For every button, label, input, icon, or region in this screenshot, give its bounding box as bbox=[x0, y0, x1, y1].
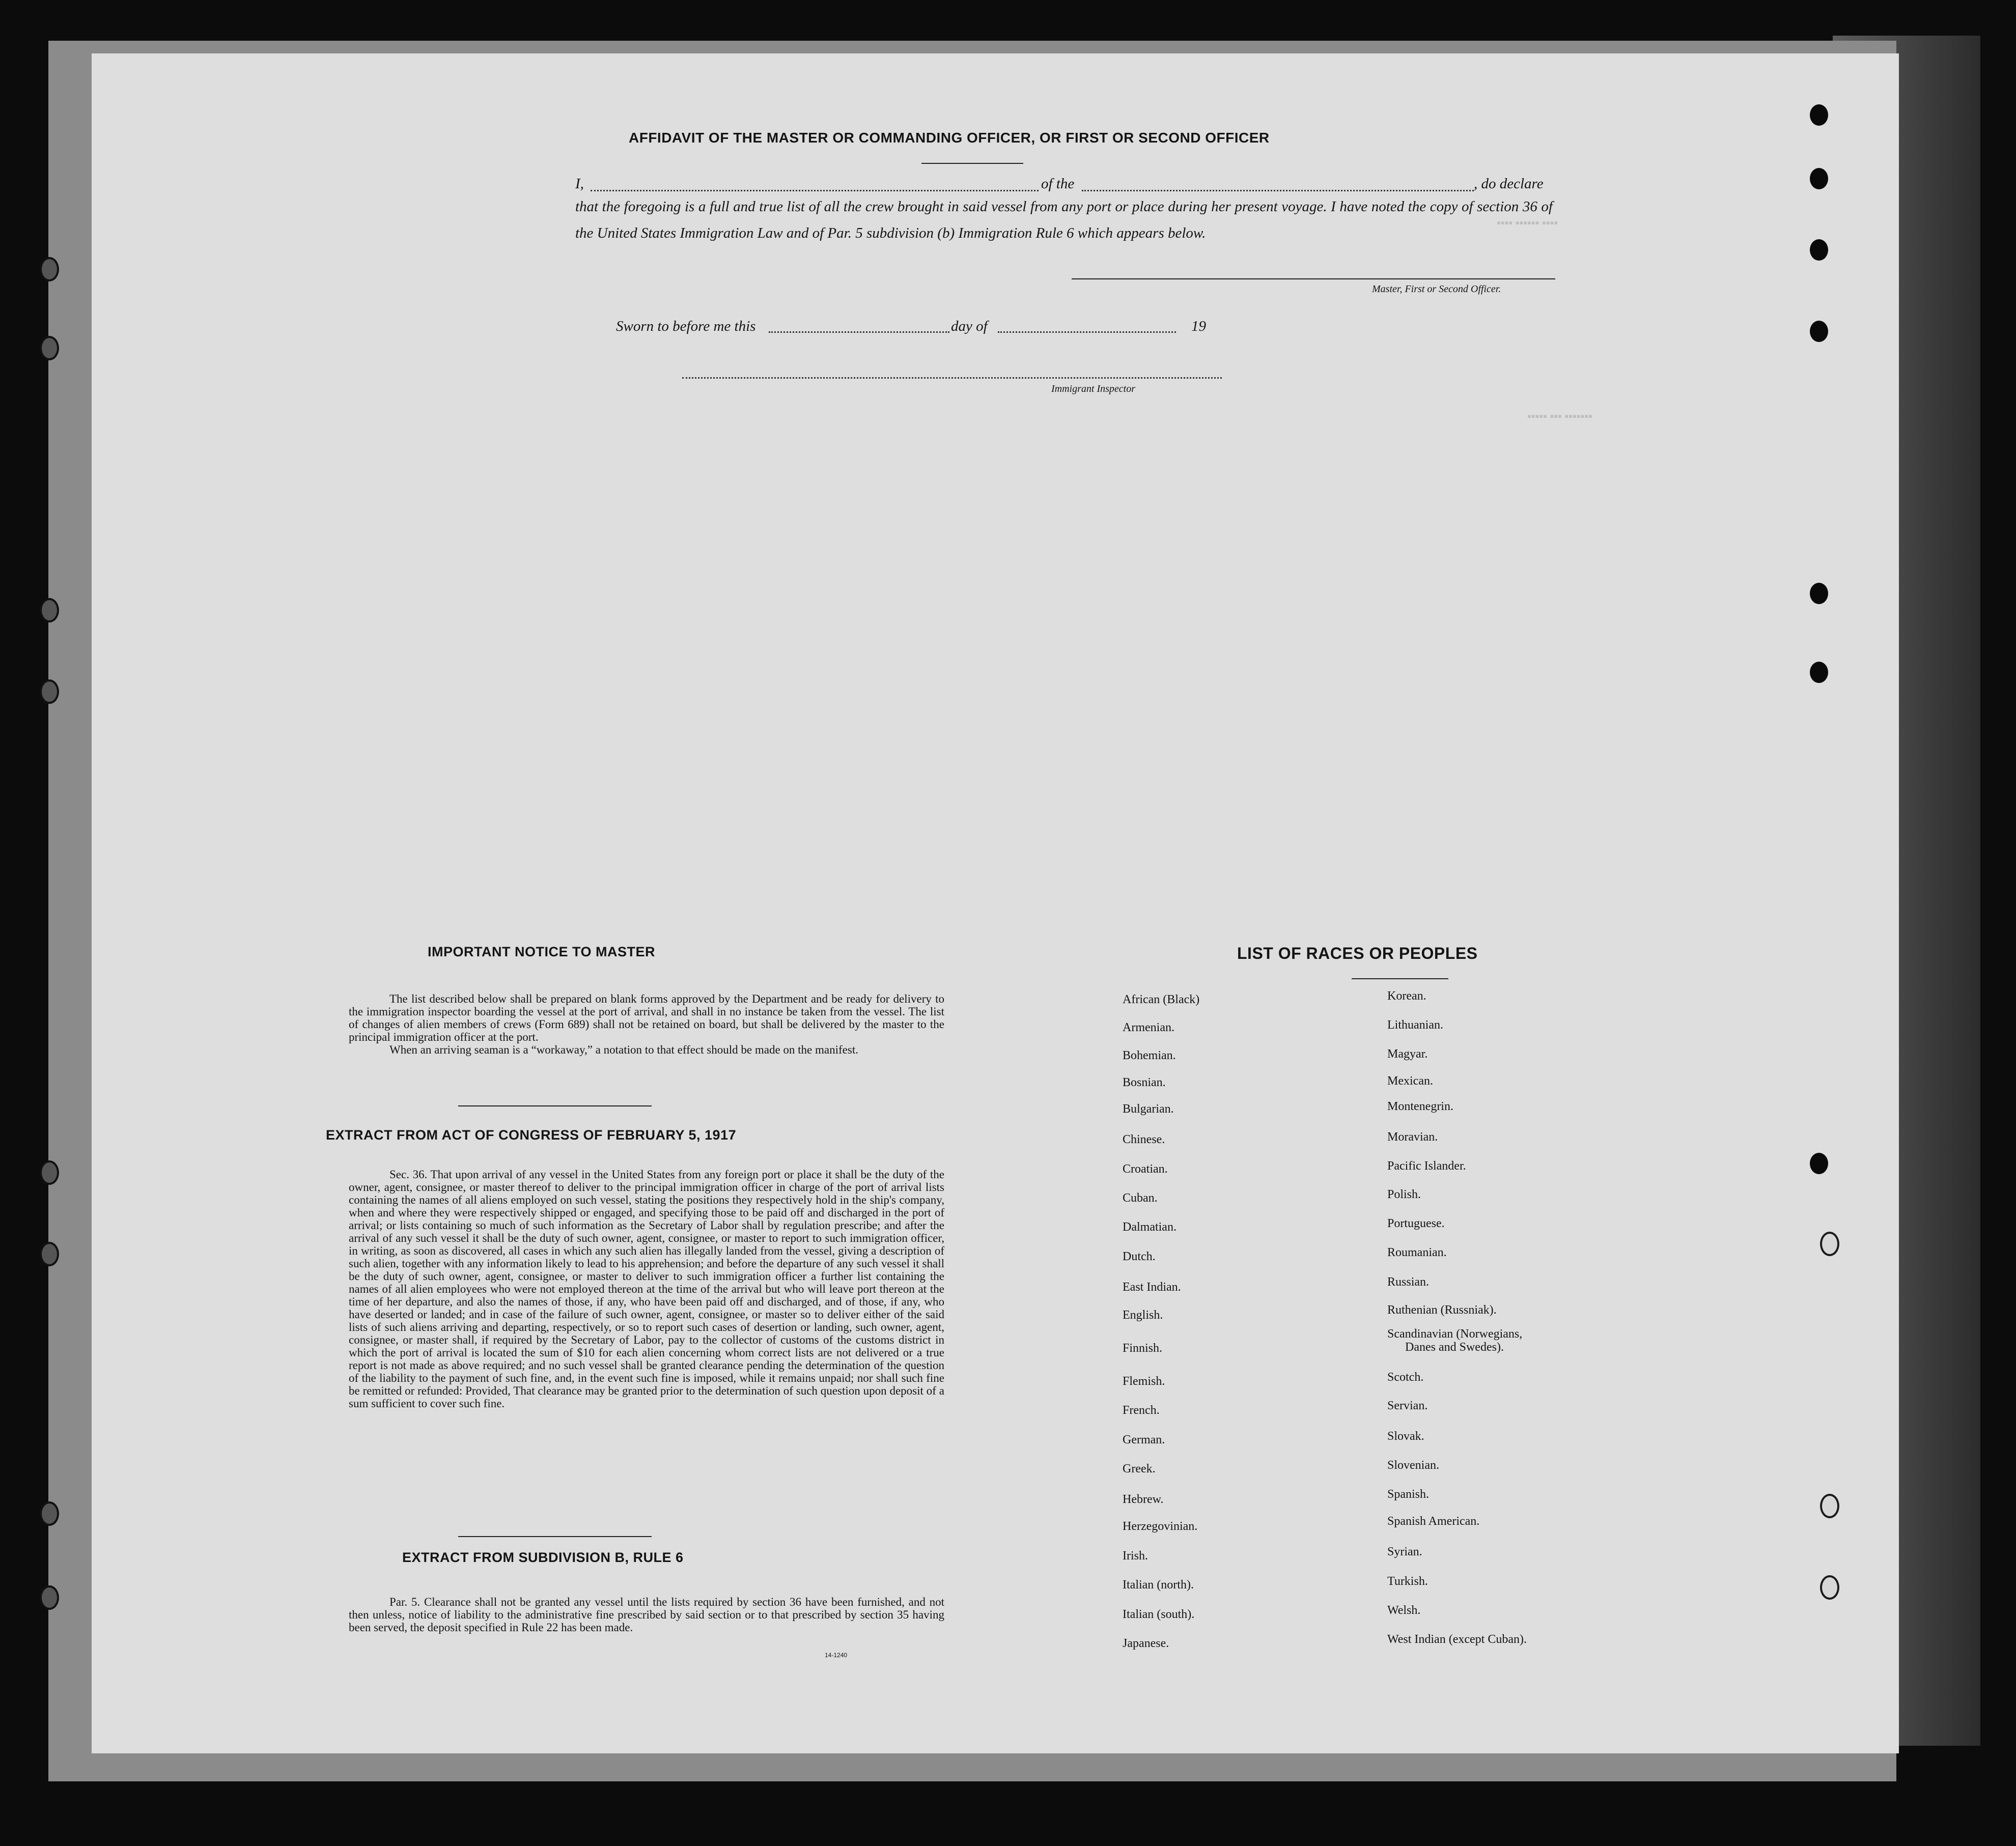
race-item: Armenian. bbox=[1123, 1021, 1174, 1034]
races-title: LIST OF RACES OR PEOPLES bbox=[1237, 944, 1478, 962]
rule6-text bbox=[349, 1596, 944, 1634]
race-item: Moravian. bbox=[1387, 1130, 1438, 1144]
race-item: Hebrew. bbox=[1123, 1493, 1164, 1506]
race-item: Dalmatian. bbox=[1123, 1220, 1177, 1234]
punch-hole bbox=[1810, 662, 1828, 683]
affidavit-title: AFFIDAVIT OF THE MASTER OR COMMANDING OFFICER, OR FIRST OR SECOND OFFICER bbox=[629, 130, 1270, 146]
notice-title: IMPORTANT NOTICE TO MASTER bbox=[428, 944, 655, 959]
race-item: Pacific Islander. bbox=[1387, 1159, 1466, 1173]
race-item: Cuban. bbox=[1123, 1191, 1158, 1205]
year-prefix: 19 bbox=[1191, 318, 1206, 334]
race-item: Spanish. bbox=[1387, 1488, 1430, 1501]
section-rule bbox=[458, 1105, 652, 1106]
vessel-name-line[interactable] bbox=[1082, 190, 1474, 191]
race-item: Bosnian. bbox=[1123, 1076, 1166, 1089]
declarant-prefix: I, bbox=[575, 176, 584, 192]
race-item: Portuguese. bbox=[1387, 1217, 1445, 1230]
races-title-rule bbox=[1352, 978, 1448, 979]
bleed-through-text: ▪▪▪▪▪ ▪▪▪ ▪▪▪▪▪▪▪ bbox=[1527, 410, 1592, 422]
punch-hole bbox=[1810, 583, 1828, 604]
vessel-prefix: of the bbox=[1041, 176, 1075, 192]
race-item: East Indian. bbox=[1123, 1281, 1181, 1294]
section-36-text bbox=[349, 1168, 944, 1410]
race-item: Scandinavian (Norwegians, bbox=[1387, 1327, 1523, 1341]
sworn-text: Sworn to before me this bbox=[616, 318, 756, 334]
punch-hole bbox=[1820, 1575, 1839, 1600]
declare-text: , do declare bbox=[1474, 176, 1544, 192]
race-item: Italian (north). bbox=[1123, 1578, 1194, 1592]
binder-ring bbox=[40, 257, 59, 281]
binder-ring bbox=[40, 598, 59, 622]
race-item: Spanish American. bbox=[1387, 1515, 1480, 1528]
declarant-name-line[interactable] bbox=[591, 190, 1039, 191]
race-item: Slovenian. bbox=[1387, 1459, 1439, 1472]
notice-body bbox=[349, 992, 944, 1056]
bleed-through-text: ▪▪▪▪ ▪▪▪▪▪▪ ▪▪▪▪ bbox=[1497, 216, 1558, 229]
race-item: Russian. bbox=[1387, 1275, 1430, 1289]
race-item: Danes and Swedes). bbox=[1405, 1341, 1504, 1354]
race-item: Italian (south). bbox=[1123, 1608, 1195, 1621]
race-item: Japanese. bbox=[1123, 1637, 1169, 1650]
punch-hole bbox=[1810, 239, 1828, 261]
race-item: Chinese. bbox=[1123, 1133, 1165, 1146]
race-item: Finnish. bbox=[1123, 1342, 1163, 1355]
section-rule bbox=[458, 1536, 652, 1537]
binder-ring bbox=[40, 1160, 59, 1185]
binder-ring bbox=[40, 336, 59, 360]
inspector-label: Immigrant Inspector bbox=[1051, 383, 1135, 394]
rule6-title: EXTRACT FROM SUBDIVISION B, RULE 6 bbox=[402, 1550, 684, 1565]
race-item: Bohemian. bbox=[1123, 1049, 1176, 1062]
notice-paragraph-2: When an arriving seaman is a “workaway,” a notation to that effect should be made on the manifest. bbox=[389, 1043, 858, 1056]
race-item: Servian. bbox=[1387, 1399, 1428, 1412]
punch-hole bbox=[1810, 168, 1828, 189]
race-item: French. bbox=[1123, 1404, 1160, 1417]
race-item: Croatian. bbox=[1123, 1162, 1168, 1176]
race-item: English. bbox=[1123, 1309, 1163, 1322]
punch-hole bbox=[1810, 1153, 1828, 1174]
race-item: Bulgarian. bbox=[1123, 1102, 1174, 1116]
binder-ring bbox=[40, 679, 59, 704]
race-item: Roumanian. bbox=[1387, 1246, 1447, 1259]
race-item: Scotch. bbox=[1387, 1371, 1424, 1384]
punch-hole bbox=[1810, 321, 1828, 342]
race-item: Flemish. bbox=[1123, 1375, 1165, 1388]
title-rule bbox=[921, 163, 1023, 164]
race-item: Slovak. bbox=[1387, 1430, 1424, 1443]
act-title: EXTRACT FROM ACT OF CONGRESS OF FEBRUARY 5, 1917 bbox=[326, 1127, 737, 1143]
affidavit-body: that the foregoing is a full and true list of all the crew brought in said vessel from any port or place during her present voyage. I have noted the copy of section 36 of the United States Immigration Law and of Par. 5 subdivision (b) Immigration Rule 6 which appears below. bbox=[575, 198, 1553, 241]
race-item: Montenegrin. bbox=[1387, 1100, 1453, 1113]
race-item: Syrian. bbox=[1387, 1545, 1422, 1558]
race-item: Irish. bbox=[1123, 1549, 1148, 1563]
section-36-paragraph: Sec. 36. That upon arrival of any vessel in the United States from any foreign port or place it shall be the duty of the owner, agent, consignee, or master thereof to deliver to the principal immigration officer in charge of the port of arrival lists containing the names of all aliens employed on such vessel, stating the positions they respectively hold in the ship's company, when and where they were respectively shipped or engaged, and specifying those to be paid off and discharged in the port of arrival; or lists containing so much of such information as the Secretary of Labor shall by regulation prescribe; and after the arrival of any such vessel it shall be the duty of such owner, agent, consignee, or master to report to such immigration officer, in writing, as soon as discovered, all cases in which any such alien has illegally landed from the vessel, giving a description of such alien, together with any information likely to lead to his apprehension; and before the departure of any such vessel it shall be the duty of such owner, agent, consignee, or master to deliver to such immigration officer a further list containing the names of all alien employees who were not employed thereon at the time of the arrival but who will leave port thereon at the time of her departure, and also the names of those, if any, who have been paid off and discharged, and of those, if any, who have deserted or landed; and in case of the failure of such owner, agent, consignee, or master so to deliver either of the said lists of such aliens arriving and departing, respectively, or so to report such cases of desertion or landing, such owner, agent, consignee, or master shall, if required by the Secretary of Labor, pay to the collector of customs of the customs district in which the port of arrival is located the sum of $10 for each alien concerning whom correct lists are not delivered or a true report is not made as above required; and no such vessel shall be granted clearance pending the determination of the question of the liability to the payment of such fine, and, in the event such fine is imposed, while it remains unpaid; nor shall such fine be remitted or refunded: Provided, That clearance may be granted prior to the determination of such question upon deposit of a sum sufficient to cover such fine. bbox=[349, 1168, 944, 1410]
punch-hole bbox=[1820, 1494, 1839, 1518]
day-of-text: day of bbox=[951, 318, 988, 334]
race-item: Korean. bbox=[1387, 989, 1426, 1003]
inspector-signature-line[interactable] bbox=[682, 377, 1222, 379]
binder-ring bbox=[40, 1501, 59, 1526]
master-signature-label: Master, First or Second Officer. bbox=[1372, 283, 1501, 295]
race-item: Magyar. bbox=[1387, 1047, 1428, 1061]
race-item: Mexican. bbox=[1387, 1074, 1433, 1088]
rule6-paragraph: Par. 5. Clearance shall not be granted any vessel until the lists required by section 36 have been furnished, and not then unless, notice of liability to the administrative fine prescribed by said section or to that prescribed by section 35 having been served, the deposit specified in Rule 22 has been made. bbox=[349, 1596, 944, 1634]
race-item: Dutch. bbox=[1123, 1250, 1156, 1263]
race-item: German. bbox=[1123, 1433, 1165, 1446]
race-item: Ruthenian (Russniak). bbox=[1387, 1303, 1497, 1317]
race-item: Herzegovinian. bbox=[1123, 1520, 1198, 1533]
binder-ring bbox=[40, 1585, 59, 1610]
notice-paragraph-1: The list described below shall be prepared on blank forms approved by the Department and be ready for delivery to the immigration inspector boarding the vessel at the port of arrival, and shall in no instance be taken from the vessel. The list of changes of alien members of crews (Form 689) shall not be retained on board, but shall be delivered by the master to the principal immigration officer at the port. bbox=[349, 992, 944, 1043]
sworn-day-line[interactable] bbox=[769, 331, 949, 333]
punch-hole bbox=[1820, 1232, 1839, 1256]
race-item: Polish. bbox=[1387, 1188, 1421, 1201]
master-signature-line[interactable] bbox=[1072, 278, 1555, 279]
race-item: African (Black) bbox=[1123, 993, 1200, 1006]
race-item: Lithuanian. bbox=[1387, 1018, 1443, 1032]
binder-ring bbox=[40, 1242, 59, 1266]
race-item: Greek. bbox=[1123, 1462, 1156, 1475]
sworn-month-line[interactable] bbox=[998, 331, 1176, 333]
form-number: 14-1240 bbox=[825, 1652, 848, 1659]
document-page bbox=[92, 53, 1899, 1753]
race-item: West Indian (except Cuban). bbox=[1387, 1633, 1527, 1646]
race-item: Welsh. bbox=[1387, 1604, 1421, 1617]
punch-hole bbox=[1810, 104, 1828, 126]
race-item: Turkish. bbox=[1387, 1575, 1428, 1588]
